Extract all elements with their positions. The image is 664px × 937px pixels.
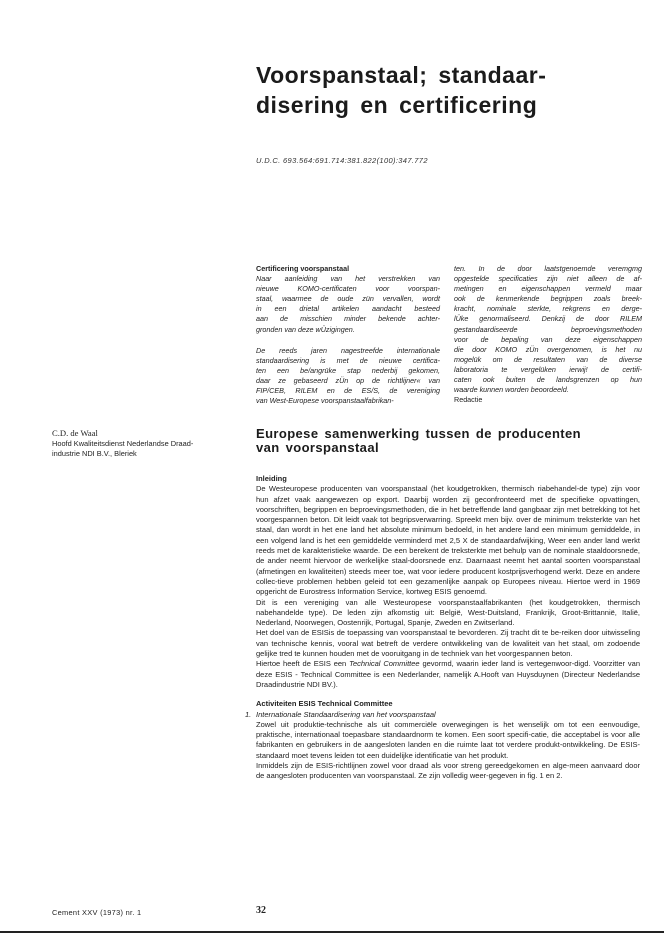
article-body <box>245 474 640 782</box>
heading-inleiding: Inleiding <box>256 474 287 483</box>
list-item-1-title: Internationale Standaardisering van het voorspanstaal <box>256 709 436 719</box>
article-title-line-2: disering en certificering <box>256 92 538 118</box>
text-line: in een drietal artikelen aandacht besteed <box>256 304 440 314</box>
text-line: Naar aanleiding van het verstrekken van <box>256 274 440 284</box>
text-line: standaardisering is met de nieuwe certifica- <box>256 355 440 365</box>
paragraph-4-pre: Hiertoe heeft de ESIS een <box>256 659 350 669</box>
text-line: staal, waarmee de oude zün vervallen, wordt <box>256 294 440 304</box>
intro-paragraph-2 <box>256 346 440 407</box>
text-line: gestandaardiseerde beproevingsmethoden <box>454 324 642 334</box>
paragraph-4-post: gevormd, waarin ieder land is vertegenwoor-digd. Voorzitter van deze ESIS - Technical Committee is een Nederlander, namelijk A.Hooft van Huysduynen (Directeur Nederlandse Draadindustrie NDI BV.). <box>256 659 640 689</box>
editorial-signature: Redactie <box>454 395 483 405</box>
text-line: FIP/CEB, RILEM en de ES/S, de vereniging <box>256 386 440 396</box>
heading-activiteiten: Activiteiten ESIS Technical Committee <box>256 699 393 709</box>
text-line: die door KOMO zÜn overgenomen, is het nu <box>454 344 642 354</box>
author-name: C.D. de Waal <box>52 428 98 438</box>
journal-reference: Cement XXV (1973) nr. 1 <box>52 908 142 917</box>
text-line: van West-Europese voorspanstaalfabrikan- <box>256 396 394 406</box>
article-title-line-1: Voorspanstaal; standaar- <box>256 62 547 88</box>
text-line: metingen en eigenschappen vermeld maar <box>454 284 642 294</box>
paragraph-4-emphasis: Technical Committee <box>349 659 420 669</box>
text-line: ten. In de door laatstgenoemde veremgmg <box>454 264 642 273</box>
list-item-1-heading <box>245 709 640 720</box>
section-title-line-1: Europese samenwerking tussen de producenten <box>256 426 581 441</box>
text-line: laboratoria te vergelüken ierwij! de certifi- <box>454 364 642 374</box>
text-line: ook de kenmerkende begrippen zoals breek- <box>454 294 642 304</box>
paragraph-4 <box>256 659 640 690</box>
intro-heading: Certificering voorspanstaal <box>256 264 350 273</box>
section-title <box>256 427 646 455</box>
text-line: voor de bepaling van deze eigenschappen <box>454 334 642 344</box>
paragraph-6: Inmiddels zijn de ESIS-richtlijnen zowel voor draad als voor streng gereedgekomen en alge-meen aanvaard door de aangesloten producenten van voorspanstaal. Ze zijn volledig weer-gegeven in fig. 1 en 2. <box>256 761 640 781</box>
author-block <box>52 428 238 460</box>
author-affiliation-line-1: Hoofd Kwaliteitsdienst Nederlandse Draad- <box>52 439 194 449</box>
intro-left-column <box>256 264 440 406</box>
text-line: daar ze gebaseerd zÜn op de richtlijner« van <box>256 375 440 385</box>
intro-right-column <box>454 264 642 405</box>
intro-paragraph-3 <box>454 264 642 395</box>
text-line: opgestelde specificaties zijn niet alleen de af- <box>454 274 642 284</box>
text-line: lÜke genormaliseerd. Denkzij de door RILEM <box>454 314 642 324</box>
paragraph-3: Het doel van de ESISis de toepassing van voorspanstaal te bevorderen. Zij tracht dit te be-reiken door uitwisseling van technische kennis, vooral wat betreft de verdere ontwikkeling van de kwaliteit van het staal, om zodoende gelijke tred te kunnen houden met de vooruitgang in de techniek van het voorgespannen beton. <box>256 628 640 659</box>
paragraph-5: Zowel uit produktie-technische als uit commerciële overwegingen is het wenselijk om tot een eenvoudige, praktische, internationaal toepasbare standaardnorm te komen. Een soort specifi-catie, die acceptabel is voor alle fabrikanten en gebruikers in de aangesloten landen en die ruimte laat tot verdere produkt-ontwikkeling. De ESIS-standaard moet tevens leiden tot een duidelijke identificatie van het produkt. <box>256 719 640 760</box>
article-title <box>256 60 596 120</box>
text-line: waarde kunnen worden beoordeeld. <box>454 385 569 395</box>
bottom-rule <box>0 931 664 933</box>
text-line: nieuwe KOMO-certificaten voor voorspan- <box>256 284 440 294</box>
paragraph-2: Dit is een vereniging van alle Westeuropese voorspanstaalfabrikanten (het koudgetrokken, thermisch nabehandelde type). De leden zijn afkomstig uit: België, West-Duitsland, Frankrijk, Groot-Brittannië, Italië, Nederland, Noorwegen, Oostenrijk, Portugal, Spanje, Zweden en Zwitserland. <box>256 597 640 628</box>
text-line: aan de misschien minder bekende achter- <box>256 314 440 324</box>
text-line: gronden van deze wÜzigingen. <box>256 324 355 334</box>
text-line: caten ook buiten de landsgrenzen op hun <box>454 375 642 385</box>
text-line: mogelük om de resultaten van de diverse <box>454 354 642 364</box>
paragraph-1: De Westeuropese producenten van voorspanstaal (het koudgetrokken, thermisch riabehandel-de type) zijn voor hun afzet vaak aangewezen op export. Daarbij worden zij geconfronteerd met de specifieke opvattingen, voorschriften, begrippen en beproevingsmethoden, die in het betreffende land gangbaar zijn met betrekking tot het voorgespannen beton. Dit leidt vaak tot begripsverwarring. Spreekt men bijv. over de minimum treksterkte van het staal, dan wordt in het ene land het absolute minimum bedoeld, in het andere land een minimum gemiddelde, in een volgend land is het een gemiddelde verminderd met 2,5 X de standaardafwijking, Weer een ander land werkt reeds met de karakteristieke waarde. De een berekent de treksterkte met behulp van de nominale staaldoorsnede, de ander neemt hiervoor de werkelijke staal-doorsnede enz. Daarnaast neemt het aantal soorten voorspanstaal (afmetingen en kwaliteiten) steeds meer toe, wat voor iedere producent kostprijsverhogend werkt. Deze en andere collec-tieve problemen hebben geleid tot een gezamenlijke aanpak op Europees niveau. Hiertoe werd in 1969 opgericht de Eurostress Information Service, kortweg ESIS genoemd. <box>256 484 640 597</box>
text-line: kracht, nominale sterkte, rekgrens en derge- <box>454 304 642 314</box>
page-number: 32 <box>256 905 266 916</box>
list-item-1-number: 1. <box>245 709 252 719</box>
author-affiliation-line-2: industrie NDI B.V., Bleriek <box>52 449 137 459</box>
udc-classification: U.D.C. 693.564:691.714:381.822(100):347.772 <box>256 156 428 165</box>
text-line: De reeds jaren nagestreefde internationale <box>256 345 440 355</box>
intro-paragraph-1 <box>256 274 440 335</box>
section-title-line-2: van voorspanstaal <box>256 440 379 455</box>
text-line: ten een be/angrüke stap nederbij gekomen, <box>256 365 440 375</box>
